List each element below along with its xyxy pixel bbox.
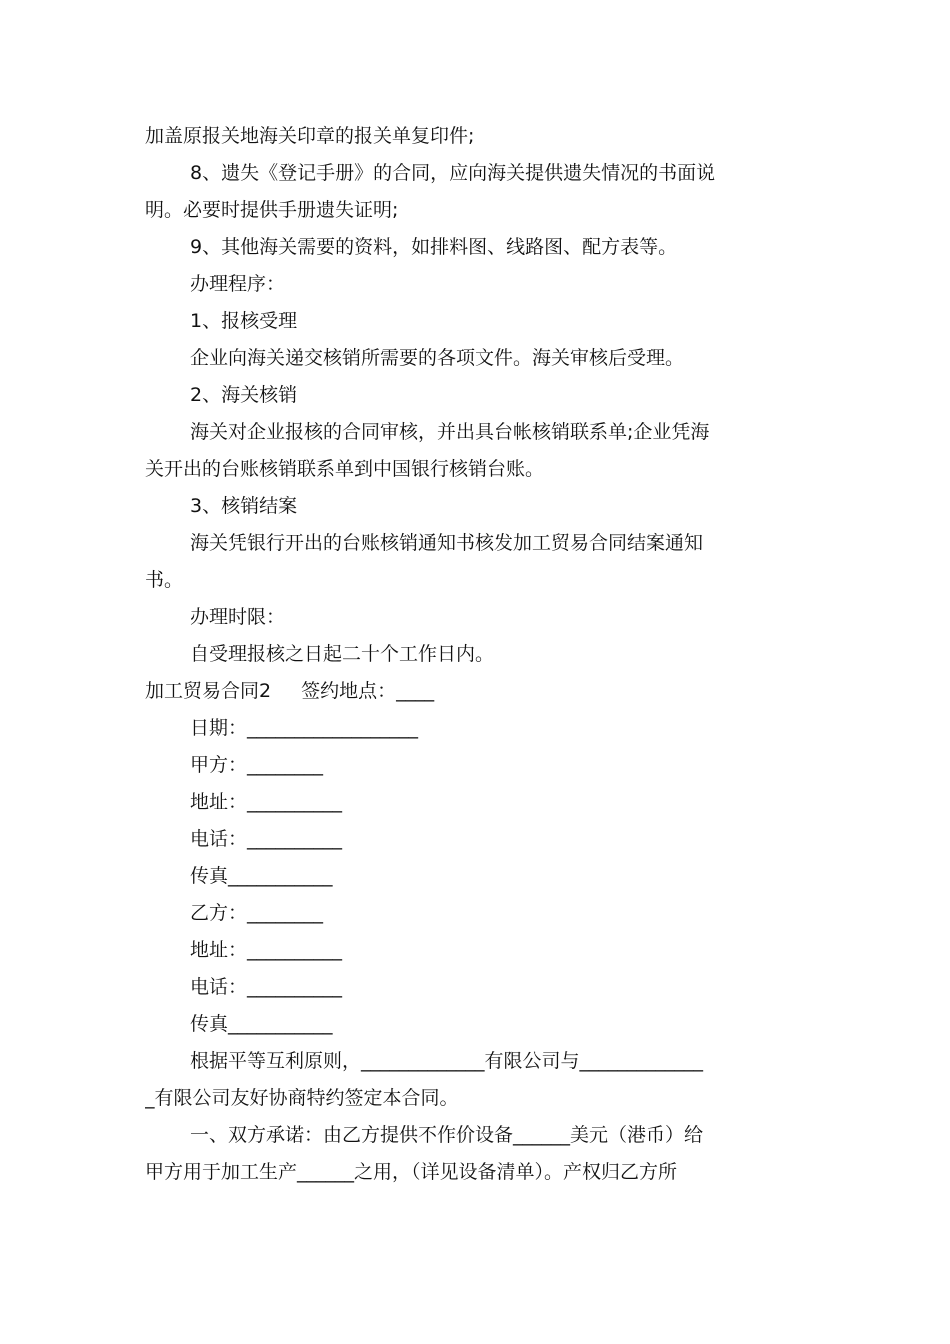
text-line: 9、其他海关需要的资料，如排料图、线路图、配方表等。: [190, 236, 678, 258]
text-line: 根据平等互利原则，_____________有限公司与_____________: [190, 1050, 704, 1072]
text-line: 甲方用于加工生产______之用，（详见设备清单）。产权归乙方所: [145, 1161, 678, 1183]
form-field-date: 日期：__________________: [190, 717, 419, 739]
step-heading: 1、报核受理: [190, 310, 298, 332]
text-line: 关开出的台账核销联系单到中国银行核销台账。: [145, 458, 545, 480]
text-line: 自受理报核之日起二十个工作日内。: [190, 643, 495, 665]
contract-title-line: [145, 679, 810, 703]
text-line: 加盖原报关地海关印章的报关单复印件;: [145, 125, 475, 147]
text-line: 一、双方承诺：由乙方提供不作价设备______美元（港币）给: [190, 1124, 704, 1146]
step-heading: 3、核销结案: [190, 495, 298, 517]
form-field-party-b: 乙方：________: [190, 902, 324, 924]
text-line: 海关凭银行开出的台账核销通知书核发加工贸易合同结案通知: [190, 532, 704, 554]
form-field-fax: 传真___________: [190, 1013, 333, 1035]
signing-place: 签约地点：____: [301, 680, 435, 702]
form-field-phone: 电话：__________: [190, 976, 343, 998]
contract-title: 加工贸易合同2: [145, 680, 272, 702]
text-line: 书。: [145, 569, 184, 591]
form-field-phone: 电话：__________: [190, 828, 343, 850]
text-line: 海关对企业报核的合同审核，并出具台帐核销联系单;企业凭海: [190, 421, 710, 443]
step-heading: 2、海关核销: [190, 384, 298, 406]
text-line: 企业向海关递交核销所需要的各项文件。海关审核后受理。: [190, 347, 685, 369]
text-line: 明。必要时提供手册遗失证明;: [145, 199, 399, 221]
text-line: _有限公司友好协商特约签定本合同。: [145, 1087, 459, 1109]
form-field-fax: 传真___________: [190, 865, 333, 887]
section-heading: 办理时限：: [190, 606, 286, 628]
form-field-party-a: 甲方：________: [190, 754, 324, 776]
form-field-address: 地址：__________: [190, 939, 343, 961]
section-heading: 办理程序：: [190, 273, 286, 295]
form-field-address: 地址：__________: [190, 791, 343, 813]
text-line: 8、遗失《登记手册》的合同，应向海关提供遗失情况的书面说: [190, 162, 716, 184]
